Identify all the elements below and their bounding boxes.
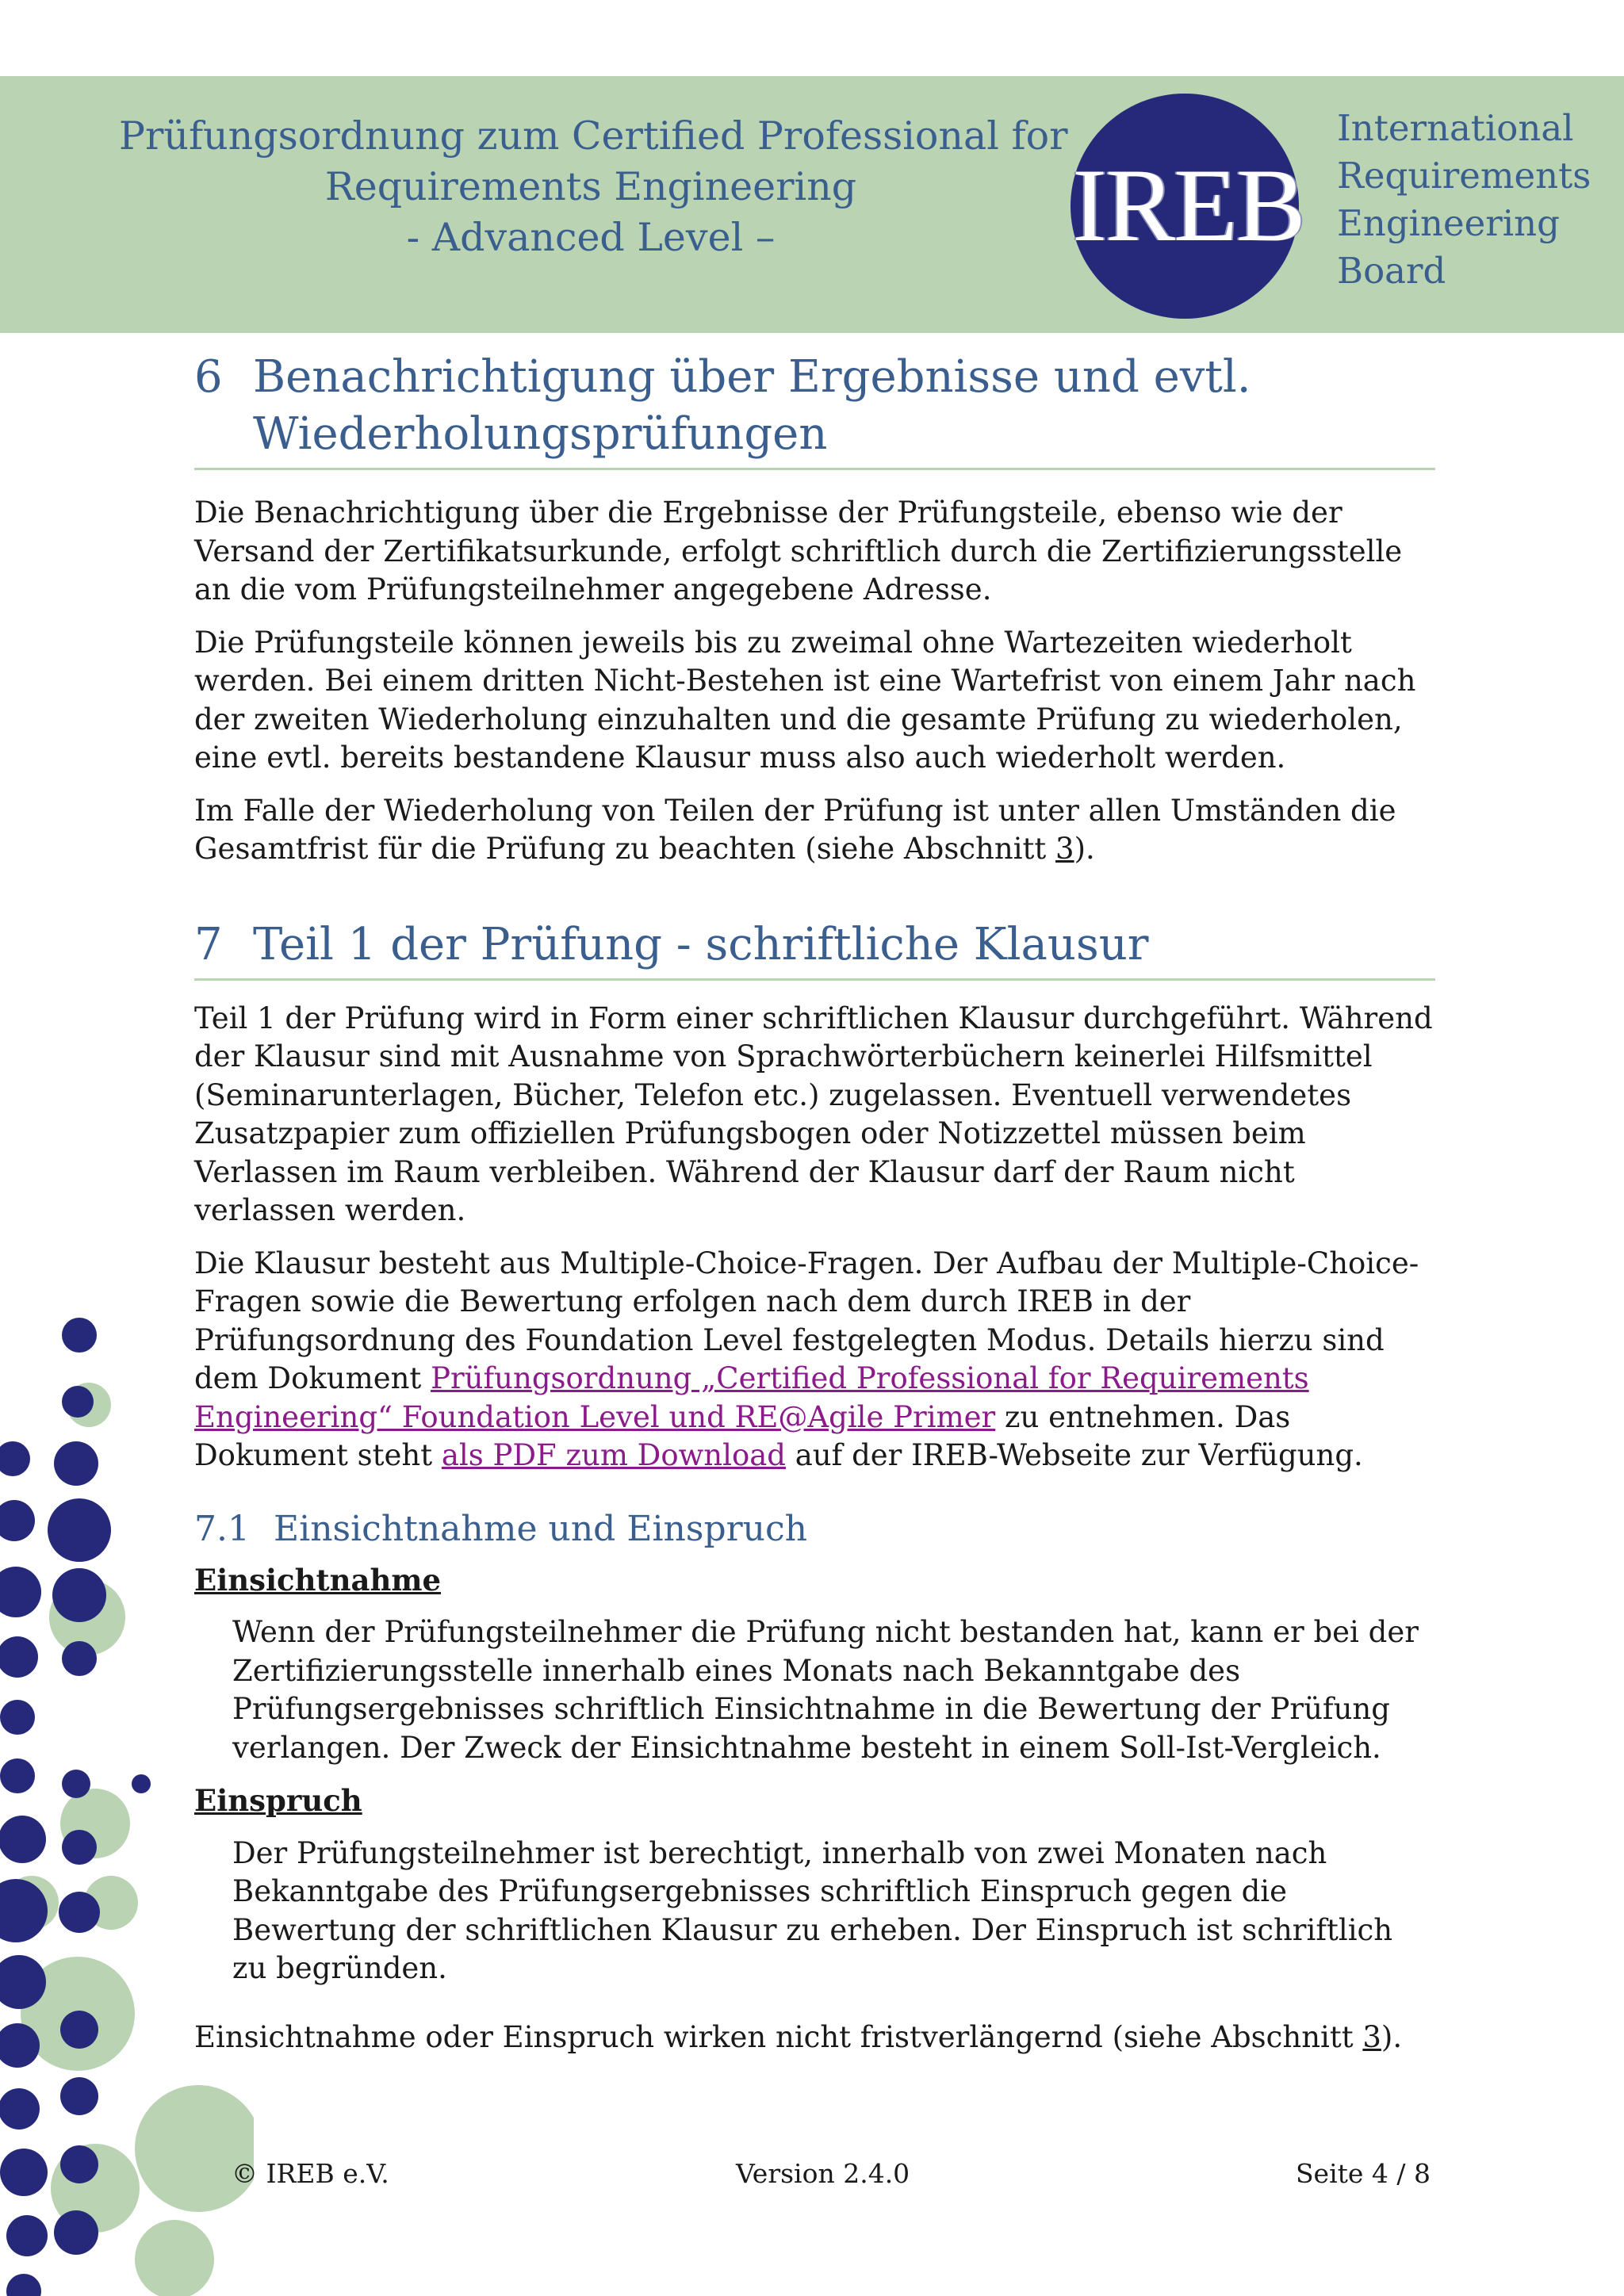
einspruch-heading: Einspruch — [194, 1783, 362, 1818]
section-7-heading — [194, 916, 1435, 981]
section-number: 6 — [194, 351, 223, 403]
text: ). — [1381, 2019, 1403, 2054]
document-title — [119, 111, 1068, 263]
paragraph — [194, 792, 1435, 869]
section-reference-link[interactable]: 3 — [1362, 2019, 1381, 2054]
exam-regulations-link[interactable]: Prüfungsordnung „Certified Professional for Requirements Engineering“ Foundation Level und RE@Agile Primer — [194, 1361, 1309, 1434]
footer-page-number: Seite 4 / 8 — [1295, 2158, 1431, 2189]
title-line-3: - Advanced Level – — [406, 215, 776, 260]
section-title-line-2: Wiederholungsprüfungen — [253, 408, 828, 460]
board-line-3: Engineering — [1337, 202, 1560, 244]
einspruch-text: Der Prüfungsteilnehmer ist berechtigt, innerhalb von zwei Monaten nach Bekanntgabe des Prüfungsergebnisses schriftlich Einspruch gegen die Bewertung der schriftlichen Klausur zu erheben. Der Einspruch ist schriftlich zu begründen. — [232, 1835, 1393, 1985]
text: Die Klausur besteht aus Multiple-Choice-Fragen. Der Aufbau der Multiple-Choice-Fragen sowie die Bewertung erfolgen nach dem durch IREB in der Prüfungsordnung des Foundation Level festgelegten Modus. Details hierzu sind dem Dokument — [194, 1246, 1419, 1395]
section-6-heading — [194, 349, 1435, 470]
board-line-1: International — [1337, 107, 1574, 149]
board-line-4: Board — [1337, 250, 1446, 292]
subsection-number: 7.1 — [194, 1508, 250, 1549]
section-title: Teil 1 der Prüfung - schriftliche Klausur — [253, 918, 1149, 970]
einsichtnahme-heading: Einsichtnahme — [194, 1562, 442, 1598]
title-line-2: Requirements Engineering — [324, 164, 857, 209]
text: auf der IREB-Webseite zur Verfügung. — [785, 1438, 1363, 1472]
closing-paragraph — [194, 2019, 1435, 2057]
paragraph: Die Benachrichtigung über die Ergebnisse der Prüfungsteile, ebenso wie der Versand der Zertifikatsurkunde, erfolgt schriftlich durch die Zertifizierungsstelle an die vom Prüfungsteilnehmer angegebene Adresse. — [194, 496, 1403, 607]
paragraph: Die Prüfungsteile können jeweils bis zu zweimal ohne Wartezeiten wiederholt werden. Bei einem dritten Nicht-Bestehen ist eine Wartefrist von einem Jahr nach der zweiten Wiederholung einzuhalten und die gesamte Prüfung zu wiederholen, eine evtl. bereits bestandene Klausur muss also auch wiederholt werden. — [194, 625, 1416, 775]
footer-version: Version 2.4.0 — [736, 2158, 910, 2189]
einsichtnahme-text: Wenn der Prüfungsteilnehmer die Prüfung nicht bestanden hat, kann er bei der Zertifizierungsstelle innerhalb eines Monats nach Bekanntgabe des Prüfungsergebnisses schriftlich Einsichtnahme in die Bewertung der Prüfung verlangen. Der Zweck der Einsichtnahme besteht in einem Soll-Ist-Vergleich. — [232, 1615, 1419, 1765]
ireb-logo-text: IREB — [1072, 147, 1304, 263]
title-line-1: Prüfungsordnung zum Certified Professional for — [119, 113, 1068, 159]
text: ). — [1074, 832, 1095, 866]
section-number: 7 — [194, 918, 223, 970]
paragraph: Teil 1 der Prüfung wird in Form einer schriftlichen Klausur durchgeführt. Während der Klausur sind mit Ausnahme von Sprachwörterbüchern keinerlei Hilfsmittel (Seminarunterlagen, Bücher, Telefon etc.) zugelassen. Eventuell verwendetes Zusatzpapier zum offiziellen Prüfungsbogen oder Notizzettel müssen beim Verlassen im Raum verbleiben. Während der Klausur darf der Raum nicht verlassen werden. — [194, 1001, 1433, 1227]
board-name — [1337, 105, 1591, 295]
board-line-2: Requirements — [1337, 155, 1591, 197]
paragraph — [194, 1245, 1435, 1475]
page-content — [194, 349, 1435, 2071]
footer-copyright: © IREB e.V. — [232, 2158, 389, 2189]
page-header — [0, 76, 1624, 333]
section-reference-link[interactable]: 3 — [1055, 832, 1074, 866]
section-title-line-1: Benachrichtigung über Ergebnisse und evtl. — [253, 351, 1251, 403]
text: zu entnehmen. Das Dokument steht — [194, 1399, 1291, 1472]
section-title — [253, 349, 1251, 463]
text: Im Falle der Wiederholung von Teilen der Prüfung ist unter allen Umständen die Gesamtfrist für die Prüfung zu beachten (siehe Abschnitt — [194, 793, 1396, 866]
pdf-download-link[interactable]: als PDF zum Download — [441, 1438, 786, 1472]
subsection-7-1-heading — [194, 1507, 1435, 1552]
subsection-title: Einsichtnahme und Einspruch — [274, 1508, 807, 1549]
text: Einsichtnahme oder Einspruch wirken nicht fristverlängernd (siehe Abschnitt — [194, 2019, 1363, 2054]
